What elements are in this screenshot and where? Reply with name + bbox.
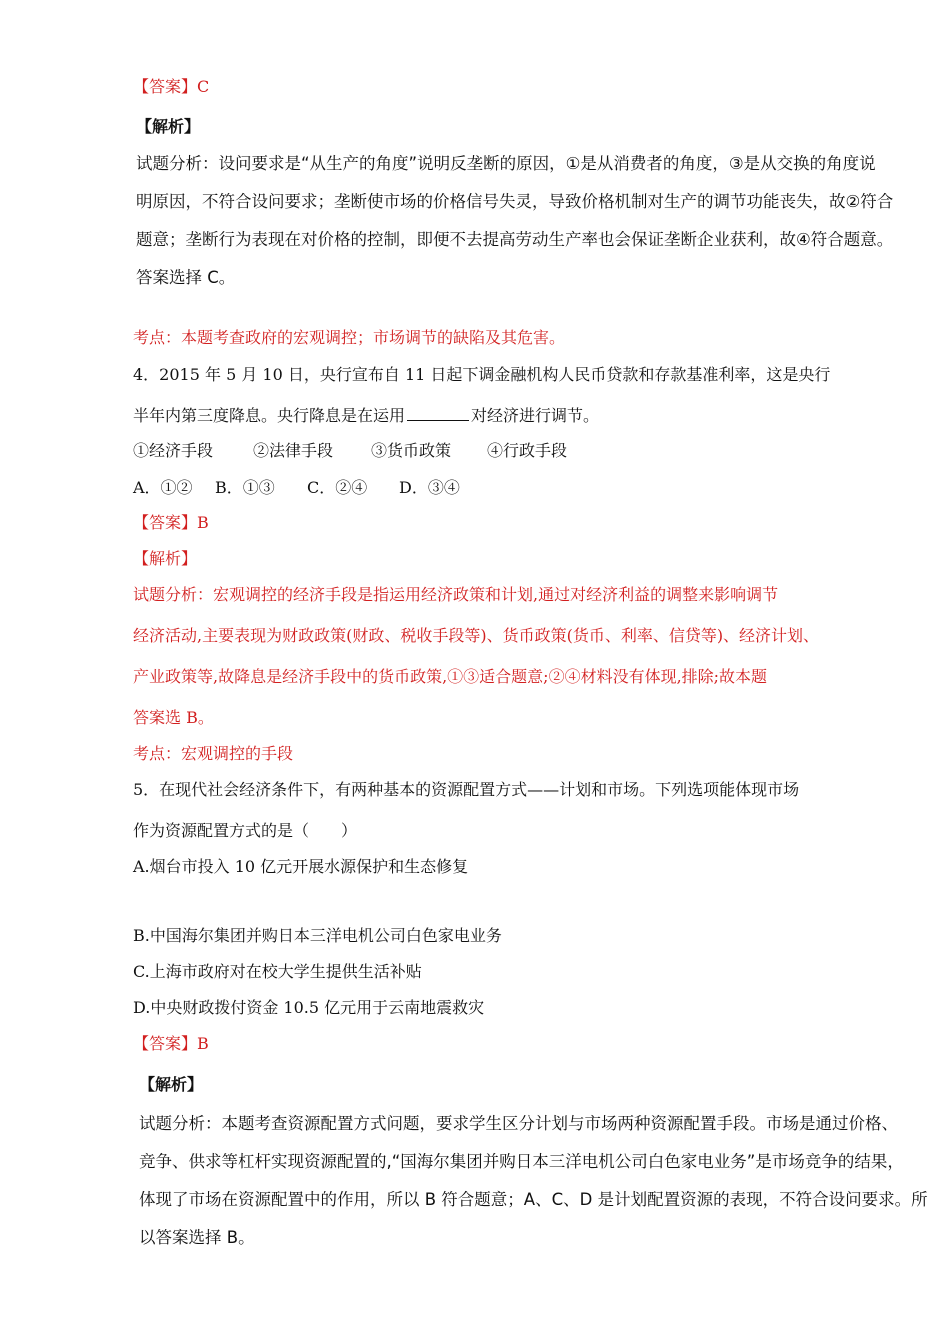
q3-analysis-line-2: 明原因，不符合设问要求；垄断使市场的价格信号失灵，导致价格机制对生产的调节功能丧失，故②符合	[136, 192, 894, 211]
q4-options	[133, 477, 460, 499]
q5-stem-line-1: 5．在现代社会经济条件下，有两种基本的资源配置方式——计划和市场。下列选项能体现市场	[133, 780, 800, 799]
q4-analysis-line-2: 经济活动,主要表现为财政政策(财政、税收手段等)、货币政策(货币、利率、信贷等)、经济计划、	[133, 626, 820, 645]
q5-option-a: A.烟台市投入 10 亿元开展水源保护和生态修复	[133, 857, 469, 876]
q3-analysis-line-4: 答案选择 C。	[136, 268, 236, 287]
q4-analysis-line-1: 试题分析：宏观调控的经济手段是指运用经济政策和计划,通过对经济利益的调整来影响调节	[133, 585, 779, 604]
q3-analysis-heading: 【解析】	[136, 117, 201, 136]
q4-choice-3: ③货币政策	[371, 441, 452, 460]
q4-stem-after-blank: 对经济进行调节。	[471, 406, 600, 425]
q5-analysis-line-3: 体现了市场在资源配置中的作用，所以 B 符合题意；A、C、D 是计划配置资源的表现，不符合设问要求。所	[139, 1190, 928, 1209]
q4-option-a: A．①②	[133, 478, 193, 497]
q4-analysis-line-3: 产业政策等,故降息是经济手段中的货币政策,①③适合题意;②④材料没有体现,排除;故本题	[133, 667, 768, 686]
q4-answer: 【答案】B	[133, 513, 209, 532]
q5-option-c: C.上海市政府对在校大学生提供生活补贴	[133, 962, 422, 981]
q5-stem-line-2: 作为资源配置方式的是（ ）	[133, 821, 358, 840]
q5-option-d: D.中央财政拨付资金 10.5 亿元用于云南地震救灾	[133, 998, 485, 1017]
q4-option-b: B．①③	[215, 478, 275, 497]
q4-option-c: C．②④	[307, 478, 368, 497]
q4-choices	[133, 440, 567, 462]
q4-choice-2: ②法律手段	[253, 441, 334, 460]
q4-analysis-line-4: 答案选 B。	[133, 708, 214, 727]
q4-option-d: D．③④	[399, 478, 460, 497]
q3-answer: 【答案】C	[133, 77, 210, 96]
q4-analysis-heading: 【解析】	[133, 549, 198, 568]
q4-choice-1: ①经济手段	[133, 441, 214, 460]
q4-choice-4: ④行政手段	[487, 441, 568, 460]
q4-stem-line-1: 4．2015 年 5 月 10 日，央行宣布自 11 日起下调金融机构人民币贷款和存款基准利率，这是央行	[133, 365, 831, 384]
q5-option-b: B.中国海尔集团并购日本三洋电机公司白色家电业务	[133, 926, 502, 945]
q4-fill-blank	[407, 405, 469, 421]
q5-analysis-line-2: 竞争、供求等杠杆实现资源配置的,“国海尔集团并购日本三洋电机公司白色家电业务”是市场竞争的结果，	[139, 1152, 904, 1171]
q5-analysis-heading: 【解析】	[139, 1075, 204, 1094]
q5-analysis-line-4: 以答案选择 B。	[139, 1228, 255, 1247]
q3-analysis-line-1: 试题分析：设问要求是“从生产的角度”说明反垄断的原因，①是从消费者的角度，③是从交换的角度说	[136, 154, 876, 173]
q3-kaodian: 考点：本题考查政府的宏观调控；市场调节的缺陷及其危害。	[133, 328, 566, 347]
q5-answer: 【答案】B	[133, 1034, 209, 1053]
q3-analysis-line-3: 题意；垄断行为表现在对价格的控制，即便不去提高劳动生产率也会保证垄断企业获利，故④符合题意。	[136, 230, 894, 249]
q4-stem-before-blank: 半年内第三度降息。央行降息是在运用	[133, 406, 406, 425]
q4-stem-line-2	[133, 405, 599, 427]
q4-kaodian: 考点：宏观调控的手段	[133, 744, 294, 763]
q5-analysis-line-1: 试题分析：本题考查资源配置方式问题，要求学生区分计划与市场两种资源配置手段。市场是通过价格、	[139, 1114, 898, 1133]
